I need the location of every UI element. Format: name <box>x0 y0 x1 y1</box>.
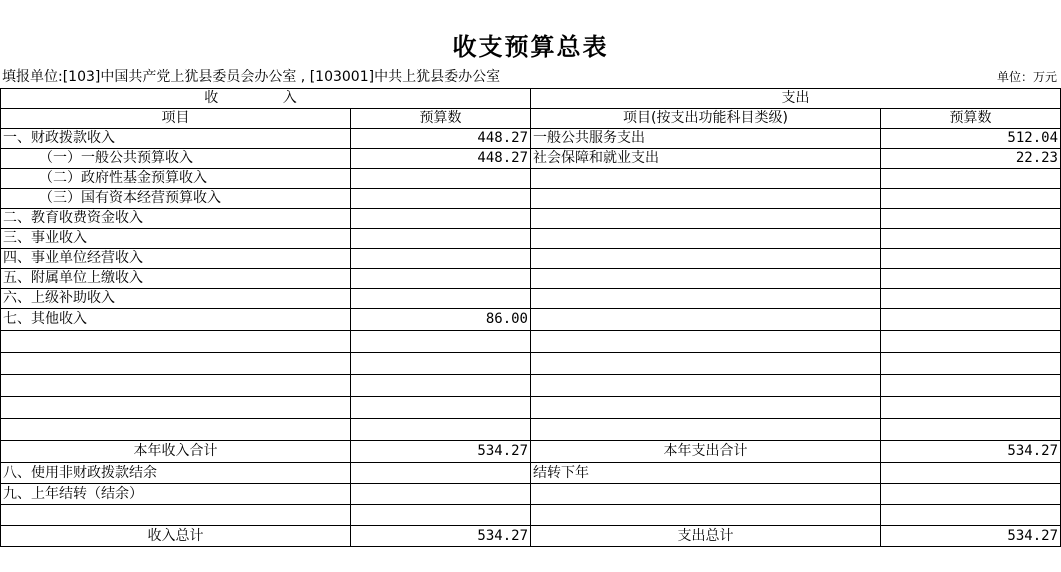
expense-item-cell <box>531 209 881 229</box>
income-item-cell: 本年收入合计 <box>1 441 351 463</box>
table-row <box>1 229 1061 249</box>
table-row <box>1 463 1061 484</box>
income-amount-cell <box>351 505 531 526</box>
table-row <box>1 309 1061 331</box>
expense-item-header: 项目(按支出功能科目类级) <box>531 109 881 129</box>
income-item-cell: 收入总计 <box>1 526 351 547</box>
income-item-cell: 六、上级补助收入 <box>1 289 351 309</box>
income-item-cell <box>1 375 351 397</box>
income-amount-cell: 448.27 <box>351 129 531 149</box>
table-row <box>1 441 1061 463</box>
income-amount-cell <box>351 353 531 375</box>
expense-item-cell <box>531 353 881 375</box>
table-row <box>1 209 1061 229</box>
expense-group-header: 支出 <box>531 89 1061 109</box>
expense-item-cell <box>531 331 881 353</box>
income-item-cell: 四、事业单位经营收入 <box>1 249 351 269</box>
expense-amount-cell <box>881 169 1061 189</box>
expense-item-cell <box>531 375 881 397</box>
income-item-cell: 五、附属单位上缴收入 <box>1 269 351 289</box>
expense-item-cell: 支出总计 <box>531 526 881 547</box>
expense-amount-cell <box>881 189 1061 209</box>
expense-item-cell: 社会保障和就业支出 <box>531 149 881 169</box>
table-row <box>1 375 1061 397</box>
table-row <box>1 249 1061 269</box>
unit-measure: 单位：万元 <box>996 70 1057 84</box>
income-amount-cell <box>351 419 531 441</box>
expense-item-cell <box>531 397 881 419</box>
table-row <box>1 353 1061 375</box>
expense-item-cell <box>531 249 881 269</box>
income-amount-cell <box>351 331 531 353</box>
table-row <box>1 169 1061 189</box>
income-item-cell: 九、上年结转（结余） <box>1 484 351 505</box>
income-item-cell: 三、事业收入 <box>1 229 351 249</box>
expense-item-cell <box>531 484 881 505</box>
budget-table <box>0 88 1061 547</box>
table-row <box>1 269 1061 289</box>
table-row <box>1 129 1061 149</box>
expense-amount-cell: 534.27 <box>881 526 1061 547</box>
expense-item-cell <box>531 169 881 189</box>
expense-amount-cell: 22.23 <box>881 149 1061 169</box>
income-item-cell: （一）一般公共预算收入 <box>1 149 351 169</box>
income-amount-cell <box>351 189 531 209</box>
income-item-cell <box>1 353 351 375</box>
income-item-cell: 七、其他收入 <box>1 309 351 331</box>
expense-amount-cell <box>881 505 1061 526</box>
expense-item-cell <box>531 269 881 289</box>
column-header-row <box>1 109 1061 129</box>
expense-amount-cell <box>881 209 1061 229</box>
expense-amount-cell <box>881 484 1061 505</box>
expense-amount-cell <box>881 375 1061 397</box>
income-item-cell <box>1 419 351 441</box>
income-item-cell: 二、教育收费资金收入 <box>1 209 351 229</box>
expense-item-cell <box>531 229 881 249</box>
table-row <box>1 419 1061 441</box>
income-amount-cell <box>351 484 531 505</box>
expense-item-cell <box>531 189 881 209</box>
expense-amount-cell <box>881 269 1061 289</box>
income-amount-cell <box>351 375 531 397</box>
income-item-cell: （三）国有资本经营预算收入 <box>1 189 351 209</box>
income-amount-cell <box>351 209 531 229</box>
income-item-cell: 一、财政拨款收入 <box>1 129 351 149</box>
income-item-cell <box>1 331 351 353</box>
income-amount-cell <box>351 289 531 309</box>
table-row <box>1 189 1061 209</box>
income-item-cell: 八、使用非财政拨款结余 <box>1 463 351 484</box>
income-amount-cell: 86.00 <box>351 309 531 331</box>
income-item-header: 项目 <box>1 109 351 129</box>
expense-item-cell <box>531 419 881 441</box>
expense-amount-cell <box>881 419 1061 441</box>
income-amount-cell <box>351 229 531 249</box>
expense-item-cell <box>531 289 881 309</box>
expense-amount-cell <box>881 249 1061 269</box>
page-title: 收支预算总表 <box>452 33 609 61</box>
income-item-cell: （二）政府性基金预算收入 <box>1 169 351 189</box>
table-row <box>1 397 1061 419</box>
expense-amount-cell: 534.27 <box>881 441 1061 463</box>
table-row <box>1 484 1061 505</box>
income-amount-header: 预算数 <box>351 109 531 129</box>
table-row <box>1 149 1061 169</box>
expense-amount-cell: 512.04 <box>881 129 1061 149</box>
income-amount-cell: 448.27 <box>351 149 531 169</box>
expense-amount-cell <box>881 331 1061 353</box>
table-row <box>1 289 1061 309</box>
income-amount-cell <box>351 397 531 419</box>
income-amount-cell: 534.27 <box>351 526 531 547</box>
table-row <box>1 505 1061 526</box>
expense-item-cell: 结转下年 <box>531 463 881 484</box>
expense-amount-cell <box>881 353 1061 375</box>
expense-amount-cell <box>881 229 1061 249</box>
income-item-cell <box>1 397 351 419</box>
income-item-cell <box>1 505 351 526</box>
expense-item-cell <box>531 505 881 526</box>
income-group-header: 收 入 <box>1 89 531 109</box>
income-amount-cell <box>351 169 531 189</box>
expense-amount-cell <box>881 289 1061 309</box>
expense-amount-cell <box>881 397 1061 419</box>
expense-item-cell <box>531 309 881 331</box>
income-amount-cell: 534.27 <box>351 441 531 463</box>
table-row <box>1 331 1061 353</box>
expense-amount-cell <box>881 463 1061 484</box>
reporting-unit: 填报单位:[103]中国共产党上犹县委员会办公室 , [103001]中共上犹县委办公室 <box>2 69 501 85</box>
income-amount-cell <box>351 269 531 289</box>
income-amount-cell <box>351 463 531 484</box>
expense-item-cell: 本年支出合计 <box>531 441 881 463</box>
table-row <box>1 526 1061 547</box>
expense-amount-cell <box>881 309 1061 331</box>
expense-amount-header: 预算数 <box>881 109 1061 129</box>
income-amount-cell <box>351 249 531 269</box>
group-header-row <box>1 89 1061 109</box>
expense-item-cell: 一般公共服务支出 <box>531 129 881 149</box>
